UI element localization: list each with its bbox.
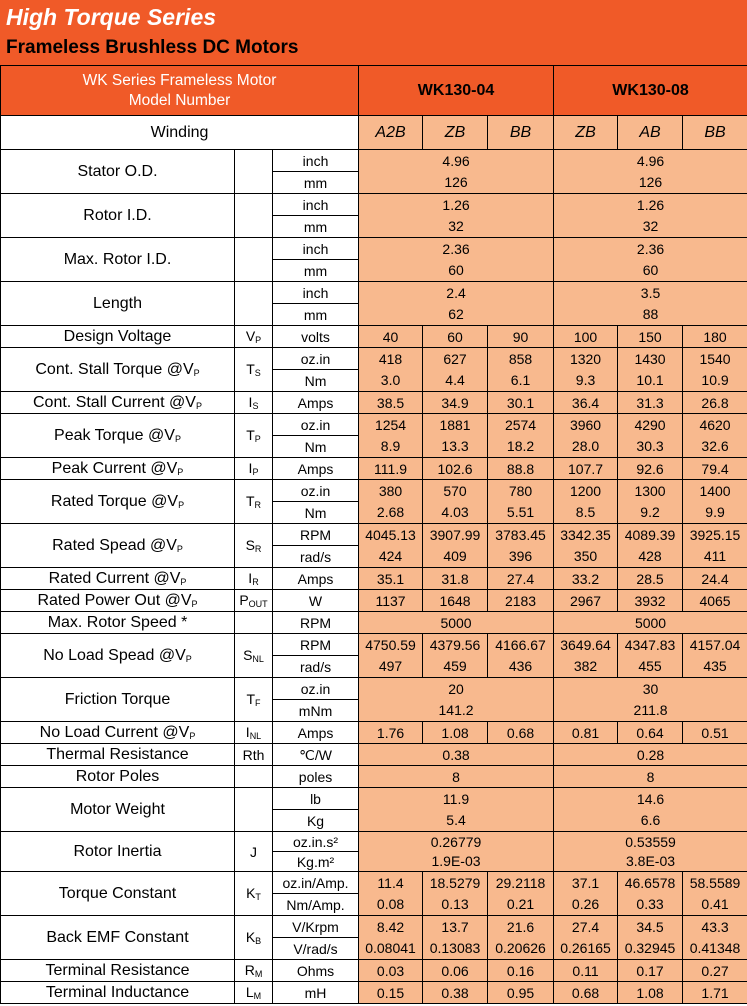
value-cell: 90 <box>488 326 554 348</box>
value-cell: 30 <box>554 678 747 700</box>
value-cell: 5000 <box>359 612 554 634</box>
value-cell: 20 <box>359 678 554 700</box>
value-cell: 1400 <box>683 480 747 502</box>
value-cell: 107.7 <box>554 458 618 480</box>
value-cell: 0.20626 <box>488 938 554 960</box>
value-cell: 141.2 <box>359 700 554 722</box>
unit-cell: mm <box>273 172 359 194</box>
winding-cell: BB <box>683 116 747 150</box>
winding-cell: ZB <box>554 116 618 150</box>
param-symbol <box>235 150 273 194</box>
spec-row <box>1 458 747 480</box>
param-symbol: $K_T$ <box>235 872 273 916</box>
value-cell: 3960 <box>554 414 618 436</box>
value-cell: 150 <box>618 326 683 348</box>
winding-label: Winding <box>1 116 359 150</box>
spec-row <box>1 568 747 590</box>
param-name: Length <box>1 282 235 326</box>
param-name: Motor Weight <box>1 788 235 832</box>
value-cell: 2.36 <box>554 238 747 260</box>
value-cell: 3932 <box>618 590 683 612</box>
model-label-line1: WK Series Frameless Motor <box>82 72 277 90</box>
unit-cell: mm <box>273 260 359 282</box>
param-symbol <box>235 788 273 832</box>
value-cell: 18.5279 <box>423 872 488 894</box>
unit-cell: Amps <box>273 568 359 590</box>
spec-row <box>1 480 747 502</box>
value-cell: 1320 <box>554 348 618 370</box>
value-cell: 14.6 <box>554 788 747 810</box>
param-symbol: $I_P$ <box>235 458 273 480</box>
unit-cell: oz.in <box>273 348 359 370</box>
spec-row <box>1 766 747 788</box>
value-cell: 1.08 <box>423 722 488 744</box>
param-name: No Load Current $@V_P$ <box>1 722 235 744</box>
value-cell: 0.33 <box>618 894 683 916</box>
unit-cell: ℃/W <box>273 744 359 766</box>
unit-cell: RPM <box>273 524 359 546</box>
unit-cell: Kg <box>273 810 359 832</box>
value-cell: 8 <box>359 766 554 788</box>
spec-row <box>1 722 747 744</box>
spec-row <box>1 150 747 172</box>
value-cell: 4045.13 <box>359 524 423 546</box>
spec-row <box>1 832 747 852</box>
value-cell: 380 <box>359 480 423 502</box>
value-cell: 102.6 <box>423 458 488 480</box>
value-cell: 0.64 <box>618 722 683 744</box>
spec-row <box>1 612 747 634</box>
param-name: Design Voltage <box>1 326 235 348</box>
unit-cell: Ohms <box>273 960 359 982</box>
value-cell: 570 <box>423 480 488 502</box>
unit-cell: lb <box>273 788 359 810</box>
value-cell: 26.8 <box>683 392 747 414</box>
unit-cell: Nm/Amp. <box>273 894 359 916</box>
value-cell: 0.03 <box>359 960 423 982</box>
param-symbol: $T_F$ <box>235 678 273 722</box>
value-cell: 8 <box>554 766 747 788</box>
value-cell: 24.4 <box>683 568 747 590</box>
unit-cell: Kg.m² <box>273 852 359 872</box>
value-cell: 2.36 <box>359 238 554 260</box>
param-name: Rotor I.D. <box>1 194 235 238</box>
unit-cell: Nm <box>273 502 359 524</box>
unit-cell: W <box>273 590 359 612</box>
spec-row <box>1 982 747 1004</box>
spec-row <box>1 788 747 810</box>
value-cell: 4.4 <box>423 370 488 392</box>
value-cell: 0.38 <box>423 982 488 1004</box>
param-name: Rated Power Out $@V_P$ <box>1 590 235 612</box>
unit-cell: poles <box>273 766 359 788</box>
value-cell: 5.4 <box>359 810 554 832</box>
value-cell: 0.51 <box>683 722 747 744</box>
value-cell: 28.5 <box>618 568 683 590</box>
param-symbol: $T_P$ <box>235 414 273 458</box>
model-name: WK130-08 <box>554 66 747 116</box>
param-name: Terminal Inductance <box>1 982 235 1004</box>
unit-cell: V/Krpm <box>273 916 359 938</box>
value-cell: 111.9 <box>359 458 423 480</box>
unit-cell: RPM <box>273 612 359 634</box>
value-cell: 627 <box>423 348 488 370</box>
value-cell: 1300 <box>618 480 683 502</box>
value-cell: 0.68 <box>554 982 618 1004</box>
unit-cell: mm <box>273 304 359 326</box>
value-cell: 4065 <box>683 590 747 612</box>
value-cell: 32.6 <box>683 436 747 458</box>
model-label-line2: Model Number <box>128 91 231 109</box>
spec-row <box>1 194 747 216</box>
param-symbol: $L_M$ <box>235 982 273 1004</box>
value-cell: 38.5 <box>359 392 423 414</box>
value-cell: 428 <box>618 546 683 568</box>
param-symbol: $T_R$ <box>235 480 273 524</box>
value-cell: 8.5 <box>554 502 618 524</box>
value-cell: 30.3 <box>618 436 683 458</box>
value-cell: 0.53559 <box>554 832 747 852</box>
value-cell: 0.41348 <box>683 938 747 960</box>
value-cell: 0.68 <box>488 722 554 744</box>
value-cell: 126 <box>554 172 747 194</box>
value-cell: 4166.67 <box>488 634 554 656</box>
unit-cell: rad/s <box>273 546 359 568</box>
value-cell: 0.13083 <box>423 938 488 960</box>
value-cell: 2574 <box>488 414 554 436</box>
value-cell: 4347.83 <box>618 634 683 656</box>
param-name: Rated Torque $@V_P$ <box>1 480 235 524</box>
value-cell: 79.4 <box>683 458 747 480</box>
param-symbol <box>235 282 273 326</box>
param-name: Max. Rotor I.D. <box>1 238 235 282</box>
unit-cell: oz.in/Amp. <box>273 872 359 894</box>
unit-cell: V/rad/s <box>273 938 359 960</box>
value-cell: 60 <box>554 260 747 282</box>
value-cell: 11.4 <box>359 872 423 894</box>
value-cell: 0.38 <box>359 744 554 766</box>
param-symbol <box>235 612 273 634</box>
param-symbol: $I_R$ <box>235 568 273 590</box>
value-cell: 436 <box>488 656 554 678</box>
value-cell: 0.06 <box>423 960 488 982</box>
value-cell: 1200 <box>554 480 618 502</box>
param-name: Rated Current $@V_P$ <box>1 568 235 590</box>
param-symbol <box>235 766 273 788</box>
param-symbol: $S_{NL}$ <box>235 634 273 678</box>
value-cell: 3649.64 <box>554 634 618 656</box>
unit-cell: oz.in <box>273 414 359 436</box>
unit-cell: Amps <box>273 392 359 414</box>
unit-cell: Nm <box>273 370 359 392</box>
param-name: Terminal Resistance <box>1 960 235 982</box>
value-cell: 211.8 <box>554 700 747 722</box>
spec-row <box>1 348 747 370</box>
param-symbol: $K_B$ <box>235 916 273 960</box>
param-symbol <box>235 238 273 282</box>
value-cell: 37.1 <box>554 872 618 894</box>
spec-row <box>1 634 747 656</box>
value-cell: 0.26 <box>554 894 618 916</box>
spec-row <box>1 326 747 348</box>
value-cell: 62 <box>359 304 554 326</box>
spec-row <box>1 524 747 546</box>
value-cell: 1.71 <box>683 982 747 1004</box>
unit-cell: inch <box>273 150 359 172</box>
value-cell: 409 <box>423 546 488 568</box>
param-symbol: $I_{NL}$ <box>235 722 273 744</box>
param-name: Back EMF Constant <box>1 916 235 960</box>
value-cell: 10.1 <box>618 370 683 392</box>
unit-cell: RPM <box>273 634 359 656</box>
value-cell: 0.26165 <box>554 938 618 960</box>
value-cell: 5.51 <box>488 502 554 524</box>
unit-cell: Amps <box>273 458 359 480</box>
param-name: Cont. Stall Torque $@V_P$ <box>1 348 235 392</box>
value-cell: 1.26 <box>359 194 554 216</box>
value-cell: 0.81 <box>554 722 618 744</box>
spec-row <box>1 872 747 894</box>
value-cell: 0.13 <box>423 894 488 916</box>
value-cell: 28.0 <box>554 436 618 458</box>
value-cell: 8.42 <box>359 916 423 938</box>
param-name: Cont. Stall Current $@V_P$ <box>1 392 235 414</box>
value-cell: 435 <box>683 656 747 678</box>
value-cell: 60 <box>423 326 488 348</box>
value-cell: 29.2118 <box>488 872 554 894</box>
value-cell: 4750.59 <box>359 634 423 656</box>
value-cell: 0.41 <box>683 894 747 916</box>
param-name: Friction Torque <box>1 678 235 722</box>
value-cell: 1.08 <box>618 982 683 1004</box>
value-cell: 4.96 <box>359 150 554 172</box>
value-cell: 780 <box>488 480 554 502</box>
value-cell: 60 <box>359 260 554 282</box>
value-cell: 4290 <box>618 414 683 436</box>
value-cell: 1.26 <box>554 194 747 216</box>
unit-cell: inch <box>273 238 359 260</box>
value-cell: 88 <box>554 304 747 326</box>
value-cell: 0.15 <box>359 982 423 1004</box>
winding-cell: A2B <box>359 116 423 150</box>
spec-row <box>1 960 747 982</box>
winding-cell: AB <box>618 116 683 150</box>
value-cell: 9.2 <box>618 502 683 524</box>
value-cell: 0.28 <box>554 744 747 766</box>
value-cell: 1254 <box>359 414 423 436</box>
value-cell: 27.4 <box>554 916 618 938</box>
value-cell: 4157.04 <box>683 634 747 656</box>
value-cell: 4089.39 <box>618 524 683 546</box>
spec-row <box>1 744 747 766</box>
param-name: Rated Spead $@V_P$ <box>1 524 235 568</box>
value-cell: 92.6 <box>618 458 683 480</box>
value-cell: 1.76 <box>359 722 423 744</box>
value-cell: 411 <box>683 546 747 568</box>
param-symbol <box>235 194 273 238</box>
value-cell: 3907.99 <box>423 524 488 546</box>
value-cell: 3.8E-03 <box>554 852 747 872</box>
value-cell: 46.6578 <box>618 872 683 894</box>
value-cell: 459 <box>423 656 488 678</box>
value-cell: 180 <box>683 326 747 348</box>
value-cell: 13.7 <box>423 916 488 938</box>
param-name: Peak Current $@V_P$ <box>1 458 235 480</box>
param-name: Thermal Resistance <box>1 744 235 766</box>
value-cell: 10.9 <box>683 370 747 392</box>
param-symbol: J <box>235 832 273 872</box>
value-cell: 0.16 <box>488 960 554 982</box>
value-cell: 418 <box>359 348 423 370</box>
unit-cell: rad/s <box>273 656 359 678</box>
value-cell: 8.9 <box>359 436 423 458</box>
winding-cell: BB <box>488 116 554 150</box>
value-cell: 11.9 <box>359 788 554 810</box>
unit-cell: volts <box>273 326 359 348</box>
value-cell: 9.3 <box>554 370 618 392</box>
unit-cell: inch <box>273 282 359 304</box>
param-symbol: $S_R$ <box>235 524 273 568</box>
value-cell: 3925.15 <box>683 524 747 546</box>
model-number-header <box>1 66 359 116</box>
value-cell: 27.4 <box>488 568 554 590</box>
value-cell: 0.21 <box>488 894 554 916</box>
spec-row <box>1 678 747 700</box>
value-cell: 0.26779 <box>359 832 554 852</box>
value-cell: 4.96 <box>554 150 747 172</box>
value-cell: 4620 <box>683 414 747 436</box>
param-name: Peak Torque $@V_P$ <box>1 414 235 458</box>
unit-cell: mNm <box>273 700 359 722</box>
value-cell: 858 <box>488 348 554 370</box>
value-cell: 396 <box>488 546 554 568</box>
value-cell: 100 <box>554 326 618 348</box>
value-cell: 34.9 <box>423 392 488 414</box>
value-cell: 31.3 <box>618 392 683 414</box>
value-cell: 32 <box>554 216 747 238</box>
value-cell: 0.95 <box>488 982 554 1004</box>
value-cell: 2183 <box>488 590 554 612</box>
value-cell: 1540 <box>683 348 747 370</box>
unit-cell: mH <box>273 982 359 1004</box>
value-cell: 455 <box>618 656 683 678</box>
value-cell: 6.6 <box>554 810 747 832</box>
value-cell: 9.9 <box>683 502 747 524</box>
model-name: WK130-04 <box>359 66 554 116</box>
param-symbol: $I_S$ <box>235 392 273 414</box>
unit-cell: Nm <box>273 436 359 458</box>
param-name: Rotor Inertia <box>1 832 235 872</box>
value-cell: 5000 <box>554 612 747 634</box>
value-cell: 1137 <box>359 590 423 612</box>
value-cell: 32 <box>359 216 554 238</box>
series-title: High Torque Series <box>6 4 217 30</box>
value-cell: 126 <box>359 172 554 194</box>
param-symbol: $V_P$ <box>235 326 273 348</box>
value-cell: 0.17 <box>618 960 683 982</box>
value-cell: 424 <box>359 546 423 568</box>
value-cell: 0.32945 <box>618 938 683 960</box>
value-cell: 43.3 <box>683 916 747 938</box>
value-cell: 2.4 <box>359 282 554 304</box>
value-cell: 18.2 <box>488 436 554 458</box>
param-name: No Load Spead $@V_P$ <box>1 634 235 678</box>
unit-cell: inch <box>273 194 359 216</box>
value-cell: 31.8 <box>423 568 488 590</box>
value-cell: 1430 <box>618 348 683 370</box>
value-cell: 33.2 <box>554 568 618 590</box>
param-name: Rotor Poles <box>1 766 235 788</box>
param-symbol: $P_{OUT}$ <box>235 590 273 612</box>
value-cell: 1881 <box>423 414 488 436</box>
value-cell: 1648 <box>423 590 488 612</box>
value-cell: 0.08 <box>359 894 423 916</box>
value-cell: 3.5 <box>554 282 747 304</box>
unit-cell: oz.in <box>273 678 359 700</box>
param-name: Stator O.D. <box>1 150 235 194</box>
value-cell: 6.1 <box>488 370 554 392</box>
unit-cell: oz.in.s² <box>273 832 359 852</box>
spec-row <box>1 414 747 436</box>
value-cell: 2967 <box>554 590 618 612</box>
value-cell: 34.5 <box>618 916 683 938</box>
value-cell: 382 <box>554 656 618 678</box>
spec-row <box>1 282 747 304</box>
value-cell: 3.0 <box>359 370 423 392</box>
value-cell: 2.68 <box>359 502 423 524</box>
unit-cell: oz.in <box>273 480 359 502</box>
value-cell: 0.11 <box>554 960 618 982</box>
param-symbol: Rth <box>235 744 273 766</box>
value-cell: 13.3 <box>423 436 488 458</box>
value-cell: 497 <box>359 656 423 678</box>
spec-table <box>0 65 747 1004</box>
value-cell: 350 <box>554 546 618 568</box>
param-name: Torque Constant <box>1 872 235 916</box>
param-symbol: $T_S$ <box>235 348 273 392</box>
spec-row <box>1 238 747 260</box>
value-cell: 0.08041 <box>359 938 423 960</box>
value-cell: 1.9E-03 <box>359 852 554 872</box>
value-cell: 3342.35 <box>554 524 618 546</box>
value-cell: 21.6 <box>488 916 554 938</box>
value-cell: 4.03 <box>423 502 488 524</box>
spec-row <box>1 916 747 938</box>
value-cell: 58.5589 <box>683 872 747 894</box>
value-cell: 88.8 <box>488 458 554 480</box>
unit-cell: Amps <box>273 722 359 744</box>
value-cell: 3783.45 <box>488 524 554 546</box>
param-symbol: $R_M$ <box>235 960 273 982</box>
unit-cell: mm <box>273 216 359 238</box>
param-name: Max. Rotor Speed * <box>1 612 235 634</box>
value-cell: 30.1 <box>488 392 554 414</box>
spec-row <box>1 590 747 612</box>
series-subtitle: Frameless Brushless DC Motors <box>6 37 299 58</box>
title-banner <box>0 0 747 65</box>
value-cell: 36.4 <box>554 392 618 414</box>
spec-row <box>1 392 747 414</box>
winding-cell: ZB <box>423 116 488 150</box>
value-cell: 40 <box>359 326 423 348</box>
value-cell: 0.27 <box>683 960 747 982</box>
value-cell: 4379.56 <box>423 634 488 656</box>
value-cell: 35.1 <box>359 568 423 590</box>
